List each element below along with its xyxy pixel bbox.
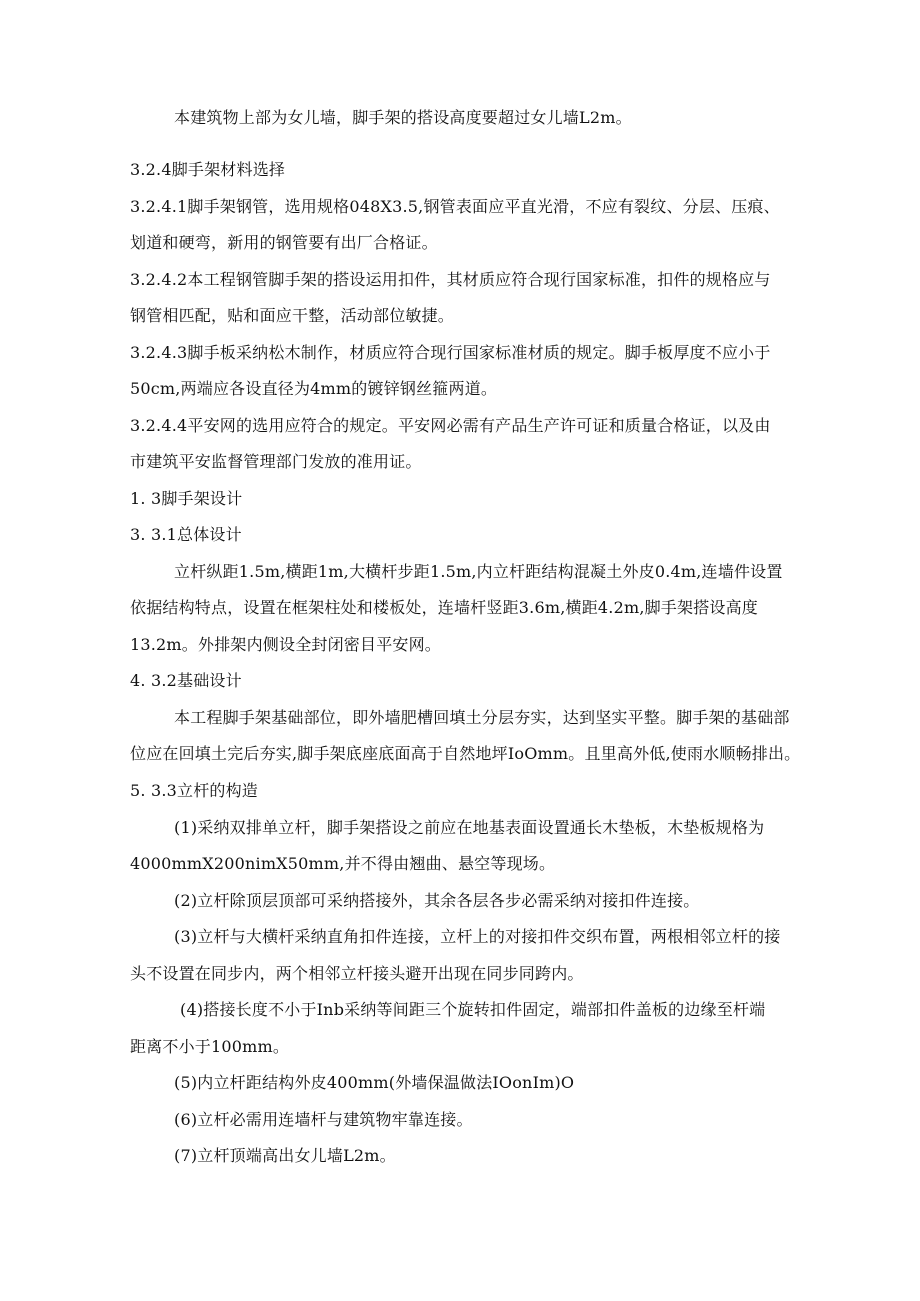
- text-line-9: 3.2.4.4平安网的选用应符合的规定。平安网必需有产品生产许可证和质量合格证，以及由: [130, 416, 771, 435]
- section-heading-5-3-3: 5. 3.3立杆的构造: [130, 781, 258, 800]
- text-line-4: 划道和硬弯，新用的钢管要有出厂合格证。: [130, 233, 438, 252]
- list-item-4-cont: 距离不小于100mm。: [130, 1037, 290, 1056]
- list-item-6: (6)立杆必需用连墙杆与建筑物牢靠连接。: [174, 1110, 473, 1129]
- text-line-10: 市建筑平安监督管理部门发放的准用证。: [130, 452, 422, 471]
- section-heading-3-2-4: 3.2.4脚手架材料选择: [130, 160, 286, 179]
- section-heading-3-3-1: 3. 3.1总体设计: [130, 525, 242, 544]
- text-line-3: 3.2.4.1脚手架钢管，选用规格048X3.5,钢管表面应平直光滑，不应有裂纹、分层、压痕、: [130, 197, 780, 216]
- text-line-7: 3.2.4.3脚手板采纳松木制作，材质应符合现行国家标准材质的规定。脚手板厚度不应小于: [130, 343, 771, 362]
- list-item-7: (7)立杆顶端高出女儿墙L2m。: [174, 1146, 396, 1165]
- text-line-6: 钢管相匹配，贴和面应干整，活动部位敏捷。: [130, 306, 455, 325]
- text-line-14: 依据结构特点，设置在框架柱处和楼板处，连墙杆竖距3.6m,横距4.2m,脚手架搭设高度: [130, 598, 759, 617]
- text-line-8: 50cm,两端应各设直径为4mm的镀锌钢丝箍两道。: [130, 379, 498, 398]
- section-heading-4-3-2: 4. 3.2基础设计: [130, 671, 242, 690]
- list-item-3-cont: 头不设置在同步内，两个相邻立杆接头避开出现在同步同跨内。: [130, 964, 584, 983]
- list-item-5: (5)内立杆距结构外皮400mm(外墙保温做法IOonIm)O: [174, 1073, 575, 1092]
- list-item-3: (3)立杆与大横杆采纳直角扣件连接，立杆上的对接扣件交织布置，两根相邻立杆的接: [174, 927, 781, 946]
- text-line-18: 位应在回填土完后夯实,脚手架底座底面高于自然地坪IoOmm。且里高外低,使雨水顺畅排出。: [130, 744, 801, 763]
- section-heading-1-3: 1. 3脚手架设计: [130, 489, 243, 508]
- list-item-2: (2)立杆除顶层顶部可采纳搭接外，其余各层各步必需采纳对接扣件连接。: [174, 891, 700, 910]
- text-line-13: 立杆纵距1.5m,横距1m,大横杆步距1.5m,内立杆距结构混凝土外皮0.4m,连墙件设置: [174, 562, 783, 581]
- text-line-17: 本工程脚手架基础部位，即外墙肥槽回填土分层夯实，达到坚实平整。脚手架的基础部: [174, 708, 790, 727]
- text-line-5: 3.2.4.2本工程钢管脚手架的搭设运用扣件，其材质应符合现行国家标准，扣件的规格应与: [130, 270, 771, 289]
- list-item-1: (1)采纳双排单立杆，脚手架搭设之前应在地基表面设置通长木垫板，木垫板规格为: [174, 818, 765, 837]
- list-item-1-cont: 4000mmX200nimX50mm,并不得由翘曲、悬空等现场。: [130, 854, 556, 873]
- text-line-1: 本建筑物上部为女儿墙，脚手架的搭设高度要超过女儿墙L2m。: [174, 108, 632, 127]
- text-line-15: 13.2m。外排架内侧设全封闭密目平安网。: [130, 635, 441, 654]
- list-item-4: (4)搭接长度不小于Inb采纳等间距三个旋转扣件固定，端部扣件盖板的边缘至杆端: [180, 1000, 766, 1019]
